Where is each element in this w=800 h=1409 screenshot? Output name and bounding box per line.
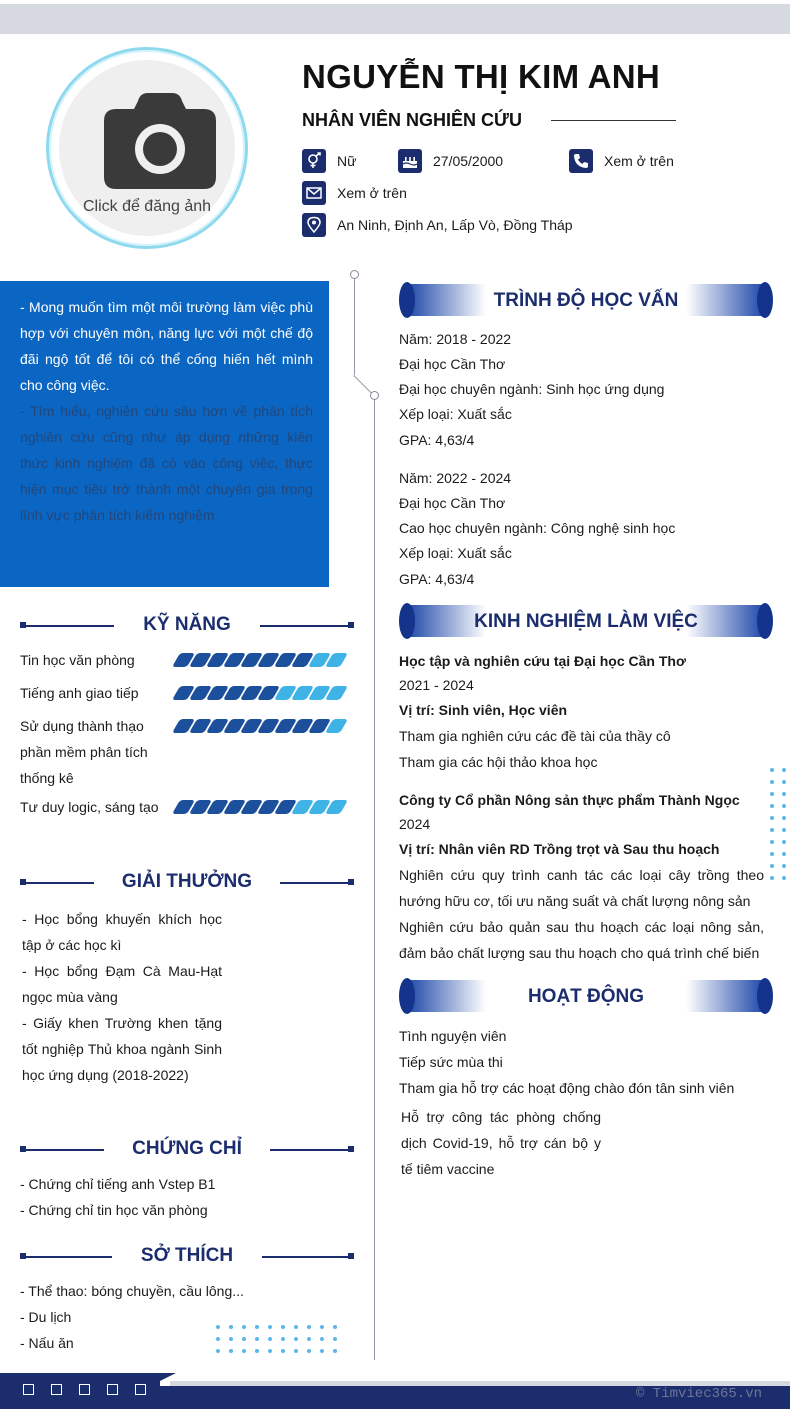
job-task: Nghiên cứu bảo quản sau thu hoạch các loại nông sản, đảm bảo chất lượng sau thu hoạch cho quá trình chế biến bbox=[399, 919, 764, 961]
skill-rating bbox=[176, 653, 344, 667]
decorative-dot bbox=[268, 1337, 272, 1341]
phone-info bbox=[569, 149, 674, 173]
camera-icon bbox=[104, 93, 216, 189]
skill-rating bbox=[176, 719, 344, 733]
timeline-dot bbox=[370, 391, 379, 400]
activity-item: Tham gia hỗ trợ các hoạt động chào đón tân sinh viên bbox=[399, 1080, 735, 1096]
gender-icon bbox=[302, 149, 326, 173]
education-major: Đại học chuyên ngành: Sinh học ứng dụng bbox=[399, 381, 665, 397]
birthday-info bbox=[398, 149, 503, 173]
section-title-awards: GIẢI THƯỞNG bbox=[20, 871, 354, 895]
footer-square-icon bbox=[51, 1384, 62, 1395]
location-pin-icon bbox=[302, 213, 326, 237]
decorative-dot bbox=[281, 1349, 285, 1353]
decorative-dot bbox=[216, 1325, 220, 1329]
decorative-dot bbox=[229, 1349, 233, 1353]
avatar-upload-label[interactable]: Click để đăng ảnh bbox=[82, 198, 212, 215]
decorative-dot bbox=[782, 852, 786, 856]
skill-rating bbox=[176, 686, 344, 700]
job-role: Vị trí: Nhân viên RD Trồng trọt và Sau thu hoạch bbox=[399, 841, 720, 857]
phone-icon bbox=[569, 149, 593, 173]
timeline-dot bbox=[350, 270, 359, 279]
decorative-dot bbox=[770, 828, 774, 832]
education-school: Đại học Cần Thơ bbox=[399, 356, 506, 372]
job-task: Nghiên cứu quy trình canh tác các loại cây trồng theo hướng hữu cơ, tối ưu năng suất và chất lượng nông sản bbox=[399, 867, 764, 909]
education-major: Cao học chuyên ngành: Công nghệ sinh học bbox=[399, 520, 676, 536]
education-rank: Xếp loại: Xuất sắc bbox=[399, 406, 512, 422]
decorative-dot bbox=[320, 1349, 324, 1353]
decorative-dot bbox=[307, 1325, 311, 1329]
certificate-item: - Chứng chỉ tiếng anh Vstep B1 bbox=[20, 1176, 216, 1192]
decorative-dot bbox=[281, 1325, 285, 1329]
decorative-dot bbox=[255, 1337, 259, 1341]
education-gpa: GPA: 4,63/4 bbox=[399, 432, 475, 448]
decorative-dot bbox=[216, 1337, 220, 1341]
watermark: © Timviec365.vn bbox=[636, 1386, 763, 1402]
career-objective bbox=[0, 281, 329, 587]
decorative-dot bbox=[770, 804, 774, 808]
hobby-item: - Thể thao: bóng chuyền, cầu lông... bbox=[20, 1283, 244, 1299]
gender-text: Nữ bbox=[337, 153, 357, 169]
decorative-dot bbox=[255, 1349, 259, 1353]
education-school: Đại học Cần Thơ bbox=[399, 495, 506, 511]
objective-text: - Tìm hiểu, nghiên cứu sâu hơn về phân tích nghiên cứu cũng như áp dụng những kiến thức kinh nghiệm đã có vào công việc, thực hiện mục tiêu trở thành một chuyên gia trong lĩnh vực phân tích kiểm nghiệm bbox=[20, 403, 313, 523]
decorative-dot bbox=[770, 840, 774, 844]
address-text: An Ninh, Định An, Lấp Vò, Đồng Tháp bbox=[337, 217, 573, 233]
decorative-dot bbox=[307, 1337, 311, 1341]
job-role: Vị trí: Sinh viên, Học viên bbox=[399, 702, 568, 718]
objective-text: - Mong muốn tìm một môi trường làm việc phù hợp với chuyên môn, năng lực với một chế độ đãi ngộ tốt để tôi có thể cống hiến hết mình cho công việc. bbox=[20, 299, 313, 393]
activity-item: Tình nguyện viên bbox=[399, 1028, 507, 1044]
top-band bbox=[0, 4, 790, 34]
job-company: Công ty Cổ phần Nông sản thực phẩm Thành Ngọc bbox=[399, 792, 740, 808]
job-position: NHÂN VIÊN NGHIÊN CỨU bbox=[302, 110, 522, 130]
footer-tab bbox=[150, 1373, 176, 1386]
decorative-dot bbox=[333, 1337, 337, 1341]
decorative-dot bbox=[770, 876, 774, 880]
phone-text: Xem ở trên bbox=[604, 153, 674, 169]
section-title-experience: KINH NGHIỆM LÀM VIỆC bbox=[399, 603, 773, 639]
section-title-certificates: CHỨNG CHỈ bbox=[20, 1138, 354, 1162]
avatar[interactable] bbox=[46, 47, 248, 249]
certificate-item: - Chứng chỉ tin học văn phòng bbox=[20, 1202, 208, 1218]
decorative-dot bbox=[782, 804, 786, 808]
gender-info bbox=[302, 149, 356, 173]
candidate-name: NGUYỄN THỊ KIM ANH bbox=[302, 58, 661, 95]
footer-square-icon bbox=[135, 1384, 146, 1395]
education-gpa: GPA: 4,63/4 bbox=[399, 571, 475, 587]
skill-rating bbox=[176, 800, 344, 814]
decorative-dots bbox=[770, 768, 786, 880]
email-icon bbox=[302, 181, 326, 205]
award-item: - Giấy khen Trường khen tặng tốt nghiệp Thủ khoa ngành Sinh học ứng dụng (2018-2022) bbox=[22, 1015, 222, 1083]
decorative-dots bbox=[216, 1325, 337, 1353]
award-item: - Học bổng khuyến khích học tập ở các học kì bbox=[22, 911, 222, 953]
timeline-line bbox=[374, 396, 375, 1360]
decorative-dot bbox=[242, 1325, 246, 1329]
section-title-education: TRÌNH ĐỘ HỌC VẤN bbox=[399, 282, 773, 318]
decorative-dot bbox=[333, 1349, 337, 1353]
decorative-dot bbox=[770, 852, 774, 856]
decorative-dot bbox=[320, 1337, 324, 1341]
job-company: Học tập và nghiên cứu tại Đại học Cần Thơ bbox=[399, 653, 686, 669]
email-info bbox=[302, 181, 407, 205]
job-period: 2021 - 2024 bbox=[399, 677, 474, 693]
decorative-dot bbox=[333, 1325, 337, 1329]
decorative-dot bbox=[320, 1325, 324, 1329]
decorative-dot bbox=[229, 1337, 233, 1341]
decorative-dot bbox=[229, 1325, 233, 1329]
avatar-placeholder[interactable] bbox=[59, 60, 235, 236]
decorative-dot bbox=[281, 1337, 285, 1341]
education-year: Năm: 2022 - 2024 bbox=[399, 470, 512, 486]
footer-square-icon bbox=[23, 1384, 34, 1395]
job-task: Tham gia các hội thảo khoa học bbox=[399, 754, 598, 770]
decorative-dot bbox=[782, 816, 786, 820]
decorative-dot bbox=[770, 864, 774, 868]
decorative-dot bbox=[770, 816, 774, 820]
decorative-dot bbox=[782, 876, 786, 880]
job-task: Tham gia nghiên cứu các đề tài của thầy cô bbox=[399, 728, 671, 744]
decorative-dot bbox=[770, 780, 774, 784]
decorative-dot bbox=[242, 1337, 246, 1341]
section-title-skills: KỸ NĂNG bbox=[20, 614, 354, 638]
decorative-dot bbox=[268, 1325, 272, 1329]
decorative-dot bbox=[782, 864, 786, 868]
timeline-line bbox=[354, 275, 355, 375]
decorative-dot bbox=[782, 840, 786, 844]
decorative-dot bbox=[216, 1349, 220, 1353]
footer-square-icon bbox=[79, 1384, 90, 1395]
decorative-dot bbox=[782, 768, 786, 772]
section-title-hobbies: SỞ THÍCH bbox=[20, 1245, 354, 1269]
activity-item: Tiếp sức mùa thi bbox=[399, 1054, 503, 1070]
decorative-dot bbox=[294, 1337, 298, 1341]
decorative-dot bbox=[242, 1349, 246, 1353]
footer-square-icon bbox=[107, 1384, 118, 1395]
decorative-dot bbox=[782, 828, 786, 832]
decorative-dot bbox=[268, 1349, 272, 1353]
activity-item: Hỗ trợ công tác phòng chống dịch Covid-19, hỗ trợ cán bộ y tế tiêm vaccine bbox=[401, 1109, 601, 1177]
skill-name: Tiếng anh giao tiếp bbox=[20, 685, 139, 701]
birthday-text: 27/05/2000 bbox=[433, 153, 504, 169]
hobby-item: - Nấu ăn bbox=[20, 1335, 74, 1351]
decorative-dot bbox=[294, 1349, 298, 1353]
skill-name: Tư duy logic, sáng tạo bbox=[20, 799, 159, 815]
decorative-dot bbox=[307, 1349, 311, 1353]
job-period: 2024 bbox=[399, 816, 431, 832]
decorative-dot bbox=[770, 768, 774, 772]
education-rank: Xếp loại: Xuất sắc bbox=[399, 545, 512, 561]
skill-name: Sử dụng thành thạo phần mềm phân tích thống kê bbox=[20, 718, 148, 786]
address-info bbox=[302, 213, 573, 237]
hobby-item: - Du lịch bbox=[20, 1309, 72, 1325]
decorative-dot bbox=[782, 792, 786, 796]
email-text: Xem ở trên bbox=[337, 185, 407, 201]
section-title-activities: HOẠT ĐỘNG bbox=[399, 978, 773, 1014]
award-item: - Học bổng Đạm Cà Mau-Hạt ngọc mùa vàng bbox=[22, 963, 222, 1005]
decorative-dot bbox=[294, 1325, 298, 1329]
birthday-cake-icon bbox=[398, 149, 422, 173]
decorative-dot bbox=[770, 792, 774, 796]
position-divider bbox=[551, 120, 676, 121]
decorative-dot bbox=[255, 1325, 259, 1329]
skill-name: Tin học văn phòng bbox=[20, 652, 135, 668]
decorative-dot bbox=[782, 780, 786, 784]
education-year: Năm: 2018 - 2022 bbox=[399, 331, 512, 347]
